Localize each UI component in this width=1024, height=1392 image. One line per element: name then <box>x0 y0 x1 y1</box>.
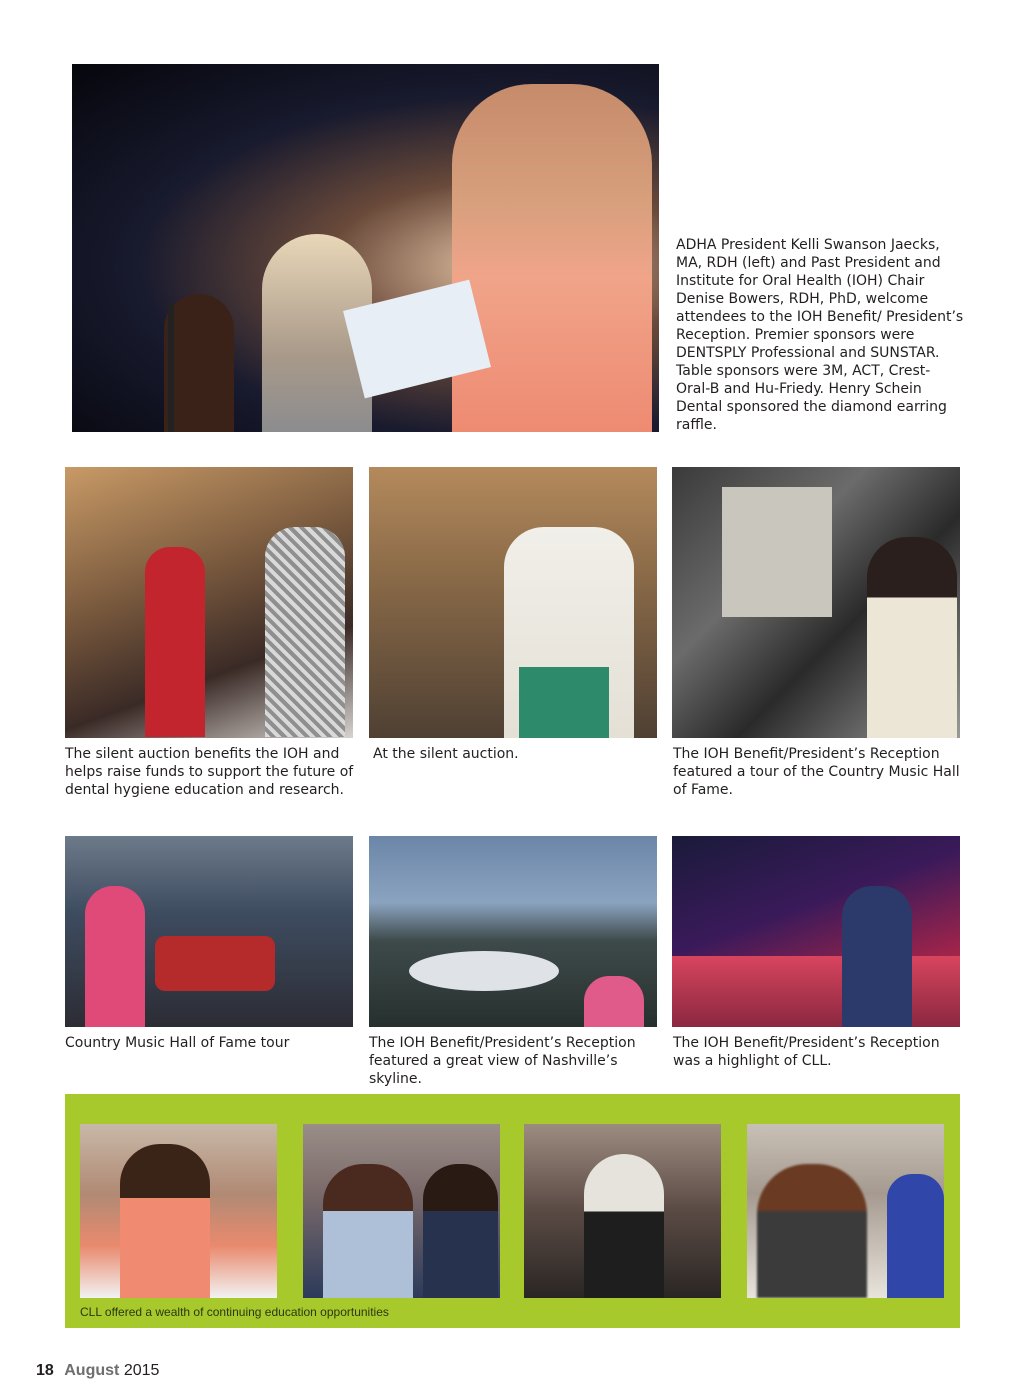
caption-tour: The IOH Benefit/President’s Reception featured a tour of the Country Music Hall of Fame. <box>673 746 960 798</box>
photo-figure <box>85 886 145 1027</box>
issue-year: 2015 <box>123 1362 160 1379</box>
photo-figure <box>867 537 957 738</box>
photo-cll-attendee-1 <box>80 1124 277 1298</box>
photo-figure <box>584 1154 664 1298</box>
photo-figure <box>584 976 644 1027</box>
photo-table <box>409 951 559 991</box>
caption-band: CLL offered a wealth of continuing education opportunities <box>80 1305 389 1319</box>
caption-silent-auction: The silent auction benefits the IOH and helps raise funds to support the future of dental hygiene education and research. <box>65 746 354 798</box>
photo-figure <box>887 1174 944 1298</box>
photo-cll-attendee-3 <box>524 1124 721 1298</box>
photo-figure <box>842 886 912 1027</box>
page-footer <box>36 1362 159 1380</box>
photo-hall-of-fame-exhibit <box>672 467 960 738</box>
photo-skyline <box>369 836 657 1027</box>
photo-figure <box>323 1164 413 1298</box>
photo-figure <box>265 527 345 737</box>
mic-stand <box>168 304 174 432</box>
page-number: 18 <box>36 1362 54 1379</box>
photo-figure <box>164 294 234 432</box>
caption-main: ADHA President Kelli Swanson Jaecks, MA, RDH (left) and Past President and Institute for Oral Health (IOH) Chair Denise Bowers, RDH, PhD, welcome attendees to the IOH Benefit/ President’s Reception. Premier sponsors were DENTSPLY Professional and SUNSTAR. Table sponsors were 3M, ACT, Crest- Oral-B and Hu-Friedy. Henry Schein Dental sponsored the diamond earring raffle. <box>676 237 964 433</box>
photo-cll-attendee-4 <box>747 1124 944 1298</box>
photo-poster <box>722 487 832 617</box>
photo-figure <box>757 1164 867 1298</box>
photo-hall-tour <box>65 836 353 1027</box>
issue-month: August <box>64 1362 120 1379</box>
caption-highlight: The IOH Benefit/President’s Reception was a highlight of CLL. <box>673 1035 940 1069</box>
caption-hall-tour: Country Music Hall of Fame tour <box>65 1035 290 1051</box>
photo-at-auction <box>369 467 657 738</box>
photo-truck <box>155 936 275 991</box>
photo-figure <box>519 667 609 738</box>
photo-stage-speakers <box>72 64 659 432</box>
caption-skyline: The IOH Benefit/President’s Reception featured a great view of Nashville’s skyline. <box>369 1035 636 1087</box>
photo-figure <box>452 84 652 432</box>
photo-figure <box>145 547 205 737</box>
photo-figure <box>120 1144 210 1298</box>
photo-highlight <box>672 836 960 1027</box>
photo-silent-auction <box>65 467 353 738</box>
photo-cll-attendee-2 <box>303 1124 500 1298</box>
photo-figure <box>423 1164 498 1298</box>
photo-floor <box>672 956 960 1027</box>
caption-at-auction: At the silent auction. <box>373 746 519 762</box>
